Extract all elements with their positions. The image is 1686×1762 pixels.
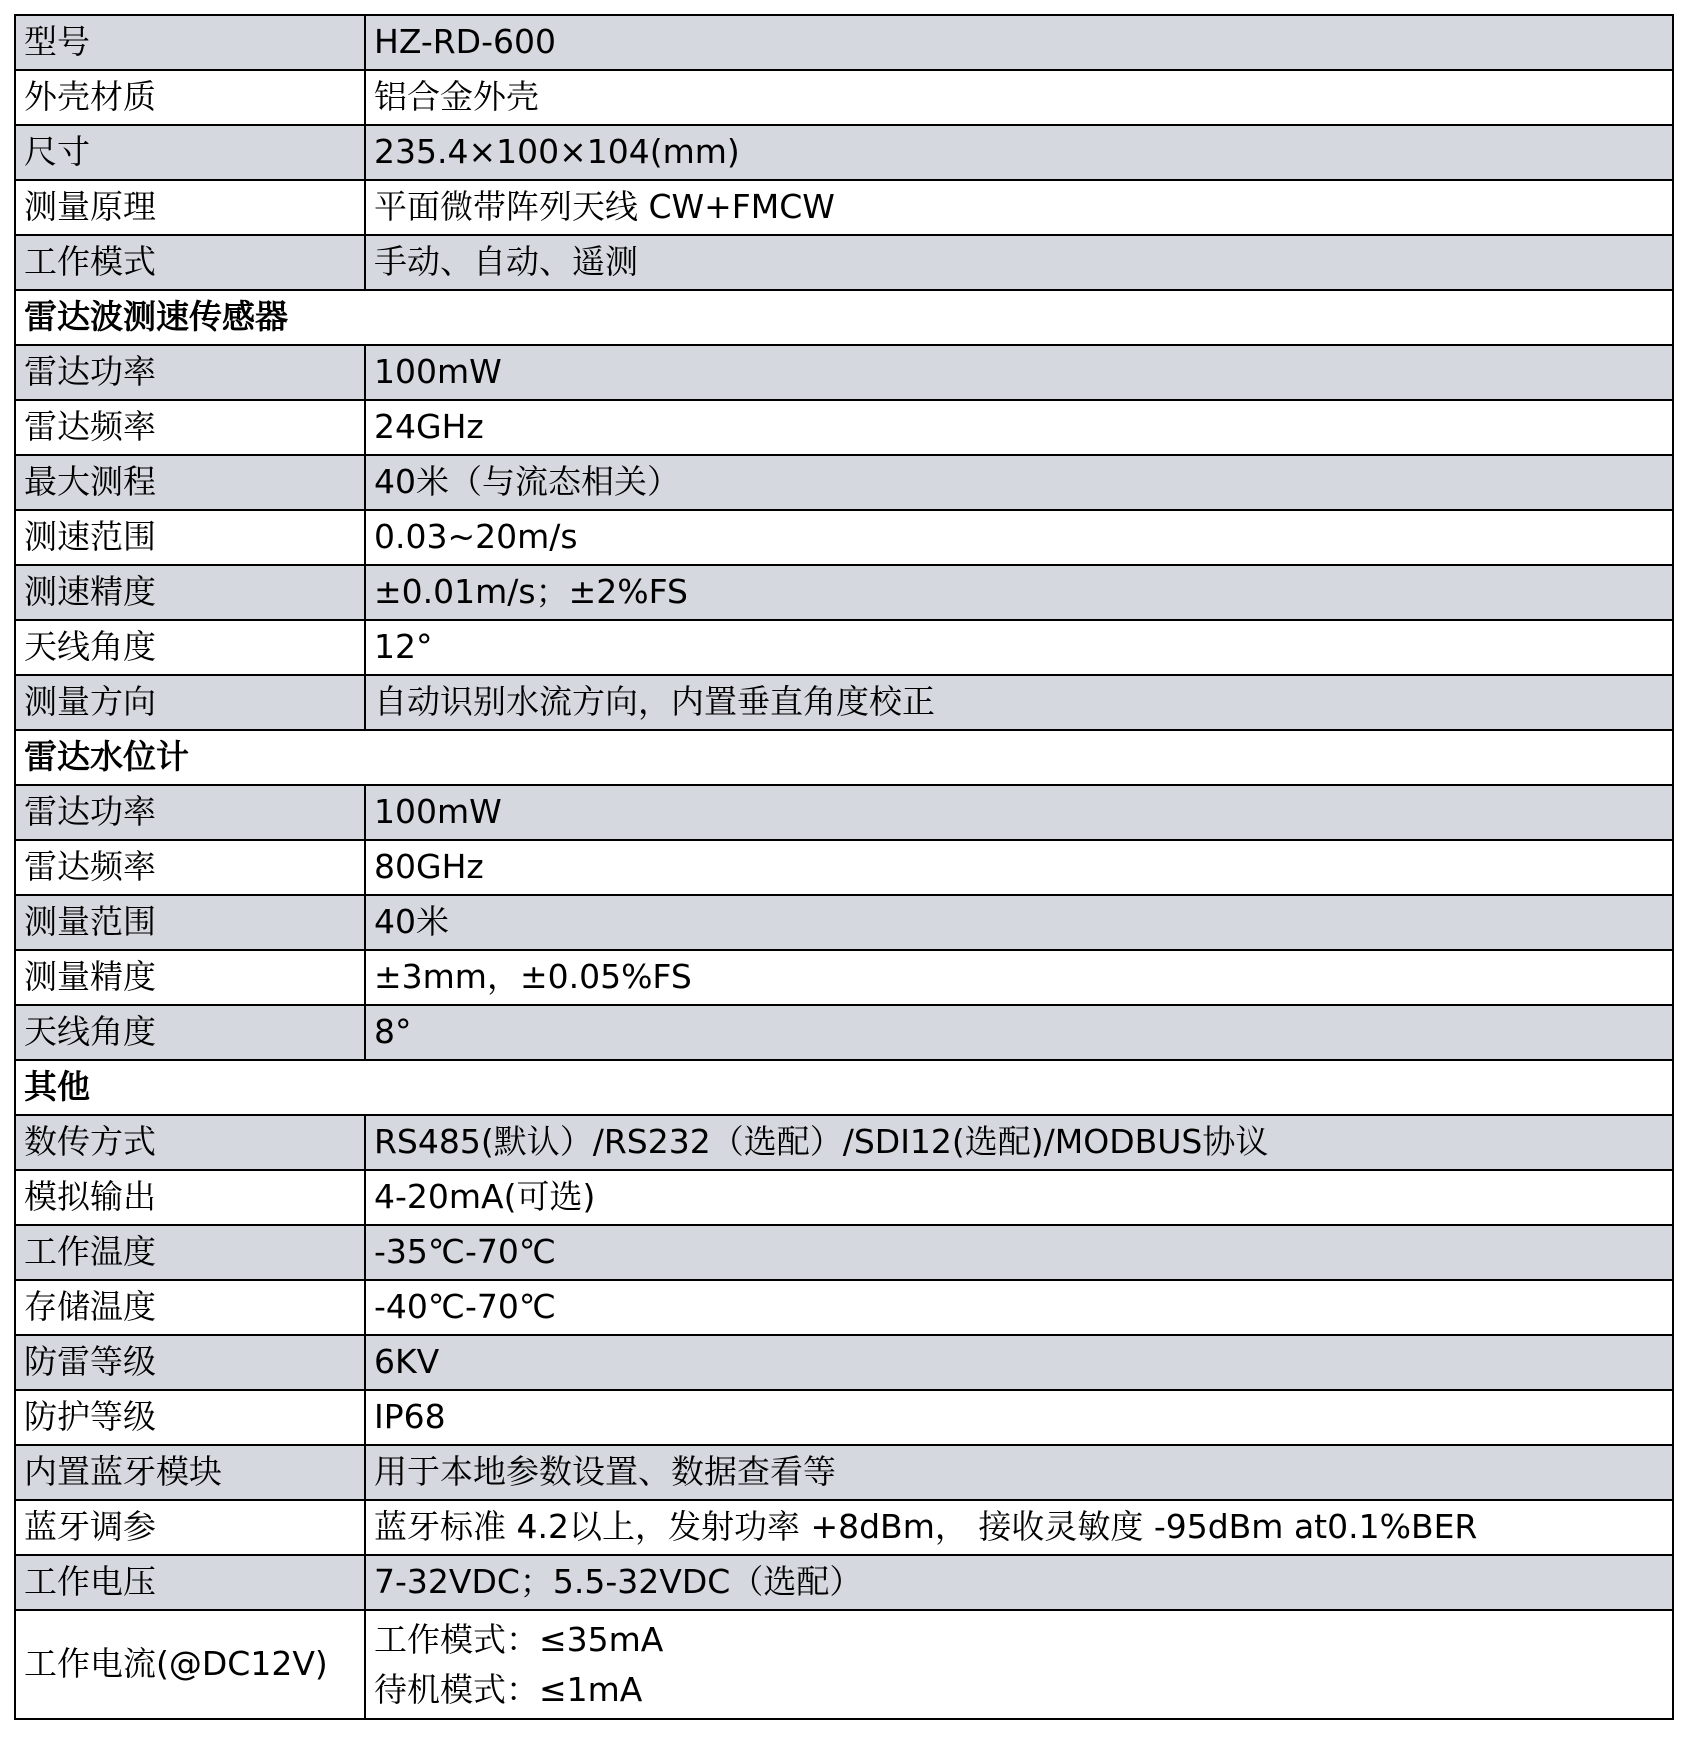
spec-value: -35℃-70℃ <box>365 1225 1673 1280</box>
spec-label: 测量范围 <box>15 895 365 950</box>
spec-row <box>15 1555 1673 1610</box>
spec-row <box>15 1170 1673 1225</box>
spec-value: HZ-RD-600 <box>365 15 1673 70</box>
section-title: 雷达波测速传感器 <box>15 290 1673 345</box>
spec-label: 最大测程 <box>15 455 365 510</box>
spec-value: IP68 <box>365 1390 1673 1445</box>
spec-value: ±0.01m/s；±2%FS <box>365 565 1673 620</box>
spec-table <box>14 14 1674 1720</box>
spec-value: 24GHz <box>365 400 1673 455</box>
spec-value: 7-32VDC；5.5-32VDC（选配） <box>365 1555 1673 1610</box>
spec-row <box>15 785 1673 840</box>
spec-value: 6KV <box>365 1335 1673 1390</box>
spec-label: 防雷等级 <box>15 1335 365 1390</box>
spec-row <box>15 510 1673 565</box>
spec-label: 工作模式 <box>15 235 365 290</box>
spec-label: 工作温度 <box>15 1225 365 1280</box>
spec-value-line: 工作模式：≤35mA <box>374 1619 664 1659</box>
spec-value: 平面微带阵列天线 CW+FMCW <box>365 180 1673 235</box>
spec-value: ±3mm，±0.05%FS <box>365 950 1673 1005</box>
spec-label: 工作电压 <box>15 1555 365 1610</box>
spec-label: 型号 <box>15 15 365 70</box>
spec-row <box>15 840 1673 895</box>
spec-row <box>15 1225 1673 1280</box>
spec-row <box>15 1390 1673 1445</box>
spec-label: 外壳材质 <box>15 70 365 125</box>
spec-row <box>15 565 1673 620</box>
spec-value <box>365 1610 1673 1719</box>
spec-label: 内置蓝牙模块 <box>15 1445 365 1500</box>
spec-label: 测速范围 <box>15 510 365 565</box>
spec-row <box>15 235 1673 290</box>
section-row <box>15 1060 1673 1115</box>
spec-row <box>15 15 1673 70</box>
spec-row <box>15 950 1673 1005</box>
spec-value: 80GHz <box>365 840 1673 895</box>
section-row <box>15 290 1673 345</box>
spec-row <box>15 345 1673 400</box>
spec-value: 100mW <box>365 345 1673 400</box>
spec-value: 4-20mA(可选) <box>365 1170 1673 1225</box>
spec-label: 存储温度 <box>15 1280 365 1335</box>
spec-label: 防护等级 <box>15 1390 365 1445</box>
spec-label: 尺寸 <box>15 125 365 180</box>
spec-row <box>15 1115 1673 1170</box>
spec-row <box>15 1500 1673 1555</box>
section-title: 雷达水位计 <box>15 730 1673 785</box>
spec-label: 测量精度 <box>15 950 365 1005</box>
spec-value: RS485(默认）/RS232（选配）/SDI12(选配)/MODBUS协议 <box>365 1115 1673 1170</box>
section-row <box>15 730 1673 785</box>
spec-value: 40米 <box>365 895 1673 950</box>
spec-value: 手动、自动、遥测 <box>365 235 1673 290</box>
spec-value: 0.03~20m/s <box>365 510 1673 565</box>
spec-value: 自动识别水流方向，内置垂直角度校正 <box>365 675 1673 730</box>
spec-label: 测量原理 <box>15 180 365 235</box>
spec-row <box>15 1280 1673 1335</box>
spec-row <box>15 620 1673 675</box>
spec-value: -40℃-70℃ <box>365 1280 1673 1335</box>
spec-row <box>15 895 1673 950</box>
spec-row <box>15 675 1673 730</box>
spec-value: 235.4×100×104(mm) <box>365 125 1673 180</box>
spec-label: 雷达功率 <box>15 785 365 840</box>
spec-label: 数传方式 <box>15 1115 365 1170</box>
spec-label: 雷达频率 <box>15 840 365 895</box>
spec-row <box>15 125 1673 180</box>
spec-row <box>15 1335 1673 1390</box>
spec-label: 天线角度 <box>15 620 365 675</box>
spec-row <box>15 1005 1673 1060</box>
spec-label: 工作电流(@DC12V) <box>15 1610 365 1719</box>
spec-value: 铝合金外壳 <box>365 70 1673 125</box>
spec-row <box>15 1610 1673 1719</box>
spec-row <box>15 180 1673 235</box>
spec-row <box>15 1445 1673 1500</box>
spec-label: 模拟输出 <box>15 1170 365 1225</box>
spec-row <box>15 455 1673 510</box>
spec-value: 用于本地参数设置、数据查看等 <box>365 1445 1673 1500</box>
spec-label: 雷达频率 <box>15 400 365 455</box>
spec-value: 8° <box>365 1005 1673 1060</box>
spec-row <box>15 70 1673 125</box>
spec-value: 100mW <box>365 785 1673 840</box>
spec-label: 雷达功率 <box>15 345 365 400</box>
section-title: 其他 <box>15 1060 1673 1115</box>
spec-value: 12° <box>365 620 1673 675</box>
spec-label: 测量方向 <box>15 675 365 730</box>
spec-value: 蓝牙标准 4.2以上，发射功率 +8dBm， 接收灵敏度 -95dBm at0.1%BER <box>365 1500 1673 1555</box>
spec-value: 40米（与流态相关） <box>365 455 1673 510</box>
spec-label: 测速精度 <box>15 565 365 620</box>
spec-label: 天线角度 <box>15 1005 365 1060</box>
spec-value-line: 待机模式：≤1mA <box>374 1669 643 1709</box>
spec-table-body <box>15 15 1673 1719</box>
spec-row <box>15 400 1673 455</box>
spec-label: 蓝牙调参 <box>15 1500 365 1555</box>
